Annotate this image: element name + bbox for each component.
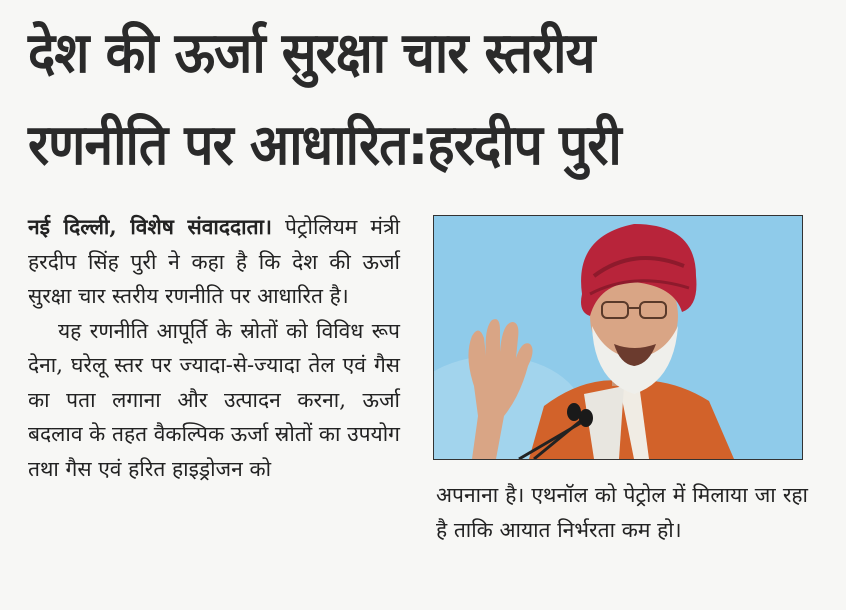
speaker-illustration — [434, 216, 802, 459]
article-column-left — [28, 210, 400, 486]
article-paragraph-1: पेट्रोलियम मंत्री हरदीप सिंह पुरी ने कहा है कि देश की ऊर्जा सुरक्षा चार स्तरीय रणनीति पर आधारित है। — [28, 215, 400, 308]
headline-line-2: रणनीति पर आधारित:हरदीप पुरी — [28, 113, 621, 178]
headline — [28, 8, 764, 192]
article-paragraph-2: यह रणनीति आपूर्ति के स्रोतों को विविध रूप देना, घरेलू स्तर पर ज्यादा-से-ज्यादा तेल एवं गैस का पता लगाना और उत्पादन करना, ऊर्जा बदलाव के तहत वैकल्पिक ऊर्जा स्रोतों का उपयोग तथा गैस एवं हरित हाइड्रोजन को — [28, 318, 400, 481]
article-paragraph-2-continued: अपनाना है। एथनॉल को पेट्रोल में मिलाया जा रहा है ताकि आयात निर्भरता कम हो। — [436, 483, 808, 542]
headline-line-1: देश की ऊर्जा सुरक्षा चार स्तरीय — [28, 21, 595, 86]
dateline: नई दिल्ली, विशेष संवाददाता। — [28, 214, 272, 239]
article-column-right — [436, 478, 808, 547]
speaker-photo — [433, 215, 803, 460]
